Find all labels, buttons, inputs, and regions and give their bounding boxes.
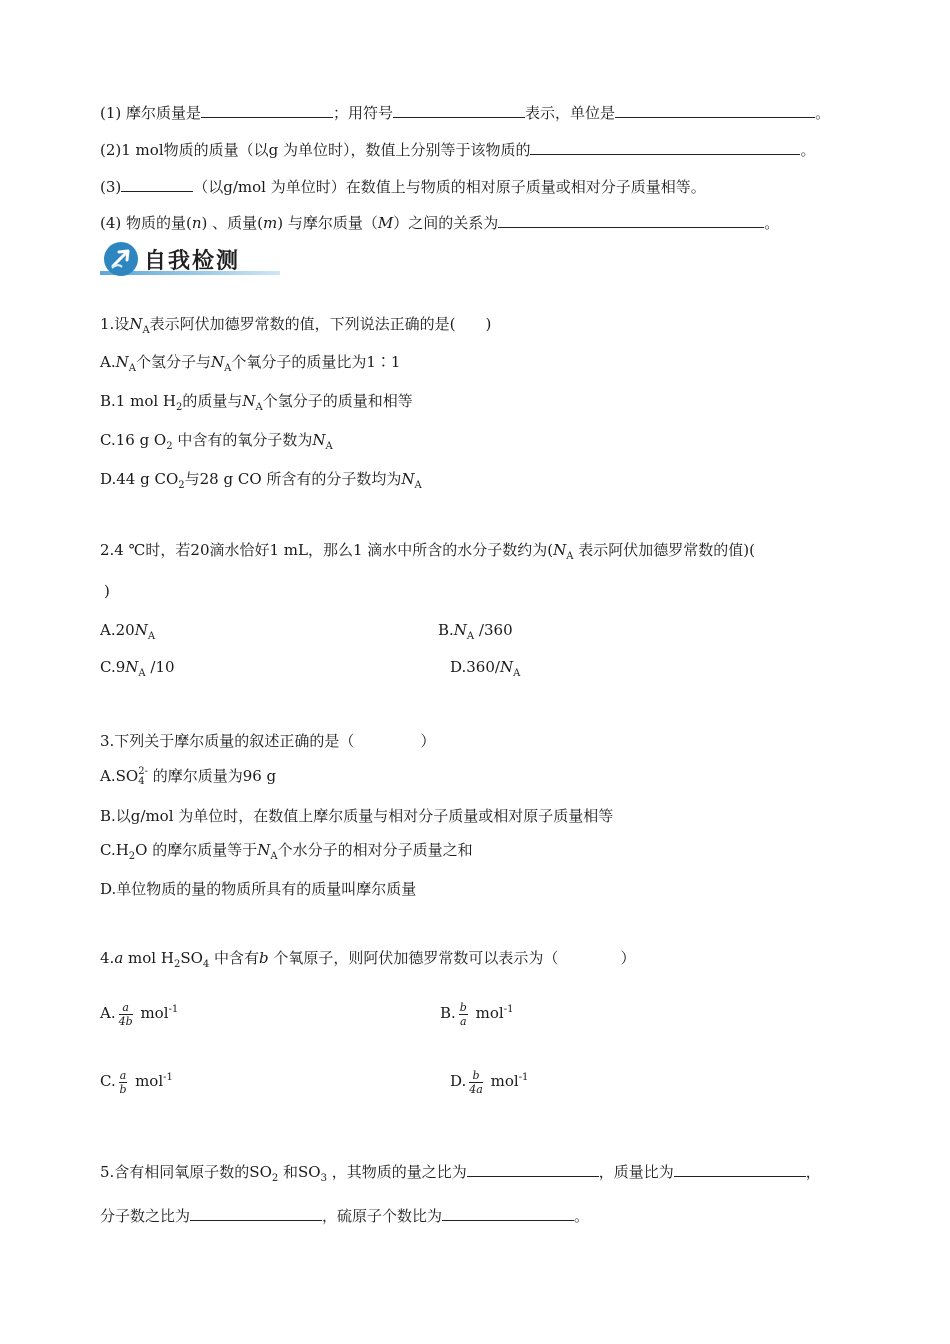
q3-option-a[interactable]: A.SO 2- 4 的摩尔质量为96 g <box>100 766 277 787</box>
q2-option-d[interactable]: $D.360/N_A$ <box>450 658 521 679</box>
blank-quantity[interactable] <box>121 176 193 192</box>
q2-option-c[interactable]: $C.9N_A$ /10 <box>100 658 175 679</box>
fraction: $\frac{b}{4a}$ <box>469 1068 483 1096</box>
q1-stem: 1.设$N_A$表示阿伏加德罗常数的值，下列说法正确的是( ) <box>100 315 492 336</box>
section-title: 自我检测 <box>144 249 241 274</box>
q1-option-b[interactable]: B.1 mol $H_2$的质量与$N_A$个氢分子的质量和相等 <box>100 392 413 413</box>
q5-line-2: 分子数之比为 ，硫原子个数比为 。 <box>100 1207 590 1225</box>
blank-mass-ratio[interactable] <box>674 1161 806 1177</box>
q3-option-b[interactable]: B.以g/mol 为单位时，在数值上摩尔质量与相对分子质量或相对原子质量相等 <box>100 807 614 825</box>
intro-line-4: (4) 物质的量(n) 、质量(m) 与摩尔质量（M）之间的关系为 。 <box>100 214 780 232</box>
fraction: $\frac{b}{a}$ <box>459 1000 467 1028</box>
blank-molecule-ratio[interactable] <box>190 1205 322 1221</box>
blank-symbol[interactable] <box>393 102 525 118</box>
q4-option-d[interactable]: D. $\frac{b}{4a}$ mol$^{-1}$ <box>450 1068 529 1096</box>
q2-option-a[interactable]: $A.20N_A$ <box>100 621 156 642</box>
fraction: $\frac{a}{4b}$ <box>118 1000 133 1028</box>
fraction: $\frac{a}{b}$ <box>119 1068 127 1096</box>
q5-line-1: 5.含有相同氧原子数的$SO_2$ 和$SO_3$ ，其物质的量之比为 ，质量比为 ， <box>100 1163 821 1184</box>
blank-relation[interactable] <box>498 212 764 228</box>
q2-stem: 2.4 ℃时，若20滴水恰好1 mL，那么1 滴水中所含的水分子数约为($N_A$ 表示阿伏加德罗常数的值)( <box>100 541 755 562</box>
blank-unit[interactable] <box>615 102 815 118</box>
q4-option-a[interactable]: A. $\frac{a}{4b}$ mol$^{-1}$ <box>100 1000 179 1028</box>
q2-option-b[interactable]: $B.N_A$ /360 <box>438 621 513 642</box>
q3-stem: 3.下列关于摩尔质量的叙述正确的是（ ） <box>100 732 436 750</box>
blank-molar-mass-def[interactable] <box>201 102 333 118</box>
q2-stem-end: ) <box>104 582 110 600</box>
q1-option-c[interactable]: C.16 g $O_2$ 中含有的氧分子数为$N_A$ <box>100 431 333 452</box>
q4-option-b[interactable]: B. $\frac{b}{a}$ mol$^{-1}$ <box>440 1000 514 1028</box>
blank-sulfur-ratio[interactable] <box>442 1205 574 1221</box>
q1-option-a[interactable]: $A.N_A$个氢分子与$N_A$个氧分子的质量比为1∶1 <box>100 353 401 374</box>
q3-option-c[interactable]: $C.H_2O$ 的摩尔质量等于$N_A$个水分子的相对分子质量之和 <box>100 841 473 862</box>
q3-option-d[interactable]: D.单位物质的量的物质所具有的质量叫摩尔质量 <box>100 880 417 898</box>
intro-line-1: (1) 摩尔质量是 ；用符号 表示，单位是 。 <box>100 104 831 122</box>
intro-line-2: (2)1 mol物质的质量（以g 为单位时），数值上分别等于该物质的 。 <box>100 141 816 159</box>
blank-relative-mass[interactable] <box>530 139 800 155</box>
q4-option-c[interactable]: C. $\frac{a}{b}$ mol$^{-1}$ <box>100 1068 173 1096</box>
intro-line-3: (3) （以g/mol 为单位时）在数值上与物质的相对原子质量或相对分子质量相等。 <box>100 178 706 196</box>
pen-arrow-icon <box>108 246 134 272</box>
blank-amount-ratio[interactable] <box>467 1161 599 1177</box>
q4-stem: 4.a mol $H_2SO_4$ 中含有b 个氧原子，则阿伏加德罗常数可以表示为（ ） <box>100 949 636 970</box>
self-check-banner <box>100 242 282 278</box>
q1-option-d[interactable]: D.44 g $CO_2$与28 g CO 所含有的分子数均为$N_A$ <box>100 470 422 491</box>
